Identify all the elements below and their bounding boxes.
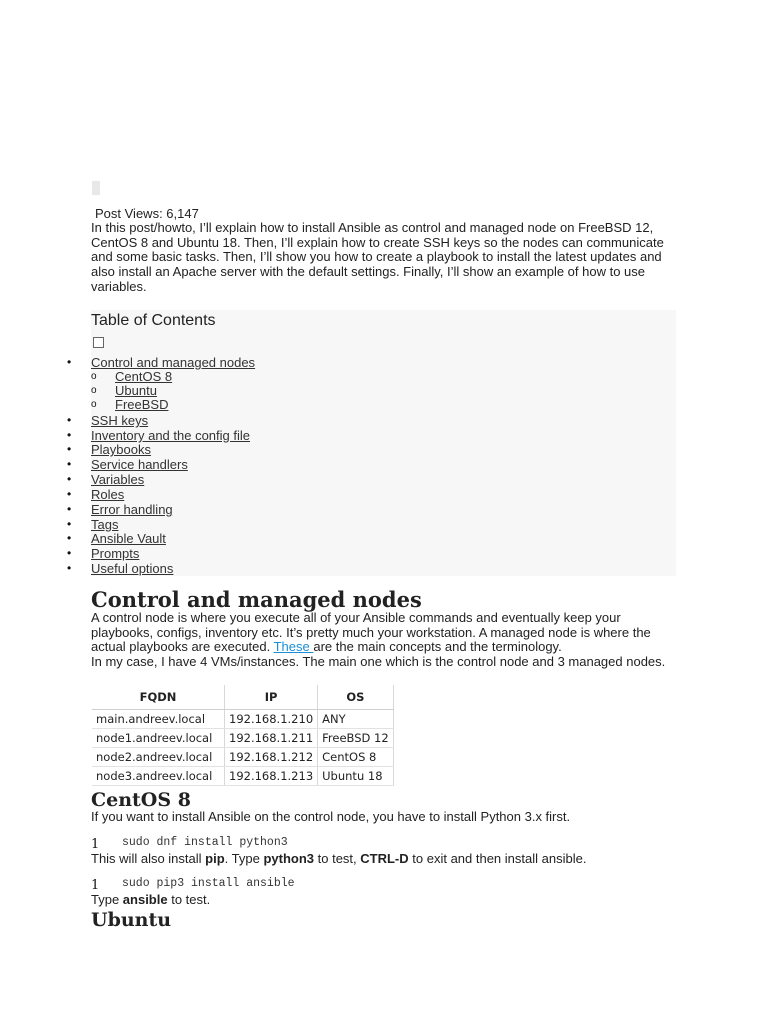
toc-link-roles[interactable]: Roles (91, 487, 125, 502)
table-cell: node3.andreev.local (92, 767, 225, 786)
table-of-contents (91, 310, 676, 576)
these-link[interactable]: These (273, 639, 314, 655)
table-cell: FreeBSD 12 (318, 729, 394, 748)
hosts-table (92, 685, 394, 786)
table-row (92, 767, 393, 786)
column-header: IP (225, 685, 318, 710)
toc-link-tags[interactable]: Tags (91, 517, 119, 532)
table-header-row (92, 685, 393, 710)
toc-toggle-checkbox[interactable] (93, 337, 104, 348)
table-cell: node2.andreev.local (92, 748, 225, 767)
control-nodes-paragraph: A control node is where you execute all of your Ansible commands and eventually keep your playbooks, configs, inventory etc. It’s pretty much your workstation. A managed node is where the actual playbooks are executed. These are the main concepts and the terminology. (91, 610, 651, 655)
toc-link-inventory[interactable]: Inventory and the config file (91, 428, 250, 443)
code-dnf-install: sudo dnf install python3 (122, 836, 288, 849)
toc-link-centos[interactable]: CentOS 8 (115, 369, 173, 384)
toc-link-prompts[interactable]: Prompts (91, 546, 140, 561)
toc-link-playbooks[interactable]: Playbooks (91, 442, 151, 457)
toc-link-ansible-vault[interactable]: Ansible Vault (91, 531, 166, 546)
toc-link-variables[interactable]: Variables (91, 472, 145, 487)
vms-paragraph: In my case, I have 4 VMs/instances. The main one which is the control node and 3 managed nodes. (91, 654, 666, 669)
toc-link-service-handlers[interactable]: Service handlers (91, 457, 188, 472)
table-cell: main.andreev.local (92, 710, 225, 729)
table-row (92, 710, 393, 729)
column-header: FQDN (92, 685, 225, 710)
centos-paragraph: If you want to install Ansible on the control node, you have to install Python 3.x first. (91, 809, 571, 824)
table-cell: Ubuntu 18 (318, 767, 394, 786)
toc-title: Table of Contents (91, 312, 216, 329)
table-cell: CentOS 8 (318, 748, 394, 767)
heading-control-nodes: Control and managed nodes (91, 587, 422, 612)
intro-paragraph: In this post/howto, I’ll explain how to install Ansible as control and managed node on FreeBSD 12, CentOS 8 and Ubuntu 18. Then, I’ll explain how to create SSH keys so the nodes can communicate and some basic tasks. Then, I’ll show you how to create a playbook to install the latest updates and also install an Apache server with the default settings. Finally, I’ll show an example of how to use variables. (91, 220, 664, 294)
table-cell: 192.168.1.212 (225, 748, 318, 767)
toc-link-freebsd[interactable]: FreeBSD (115, 397, 169, 412)
table-cell: 192.168.1.210 (225, 710, 318, 729)
code-line (91, 877, 295, 893)
toc-link-control-nodes[interactable]: Control and managed nodes (91, 355, 256, 370)
table-cell: node1.andreev.local (92, 729, 225, 748)
table-cell: 192.168.1.213 (225, 767, 318, 786)
code-line (91, 836, 288, 852)
line-number: 1 (91, 878, 100, 893)
toc-link-useful-options[interactable]: Useful options (91, 561, 174, 576)
table-cell: 192.168.1.211 (225, 729, 318, 748)
toc-link-ssh-keys[interactable]: SSH keys (91, 413, 149, 428)
heading-centos: CentOS 8 (91, 789, 191, 811)
table-cell: ANY (318, 710, 394, 729)
toc-link-ubuntu[interactable]: Ubuntu (115, 383, 157, 398)
table-row (92, 729, 393, 748)
table-row (92, 748, 393, 767)
column-header: OS (318, 685, 394, 710)
toc-link-error-handling[interactable]: Error handling (91, 502, 173, 517)
heading-ubuntu: Ubuntu (91, 909, 172, 931)
line-number: 1 (91, 837, 100, 852)
pip-paragraph: This will also install pip. Type python3 to test, CTRL-D to exit and then install ansible. (91, 851, 587, 866)
code-pip-install: sudo pip3 install ansible (122, 877, 295, 890)
post-views: Post Views: 6,147 (95, 206, 199, 221)
test-paragraph: Type ansible to test. (91, 892, 211, 907)
image-placeholder (92, 181, 100, 195)
